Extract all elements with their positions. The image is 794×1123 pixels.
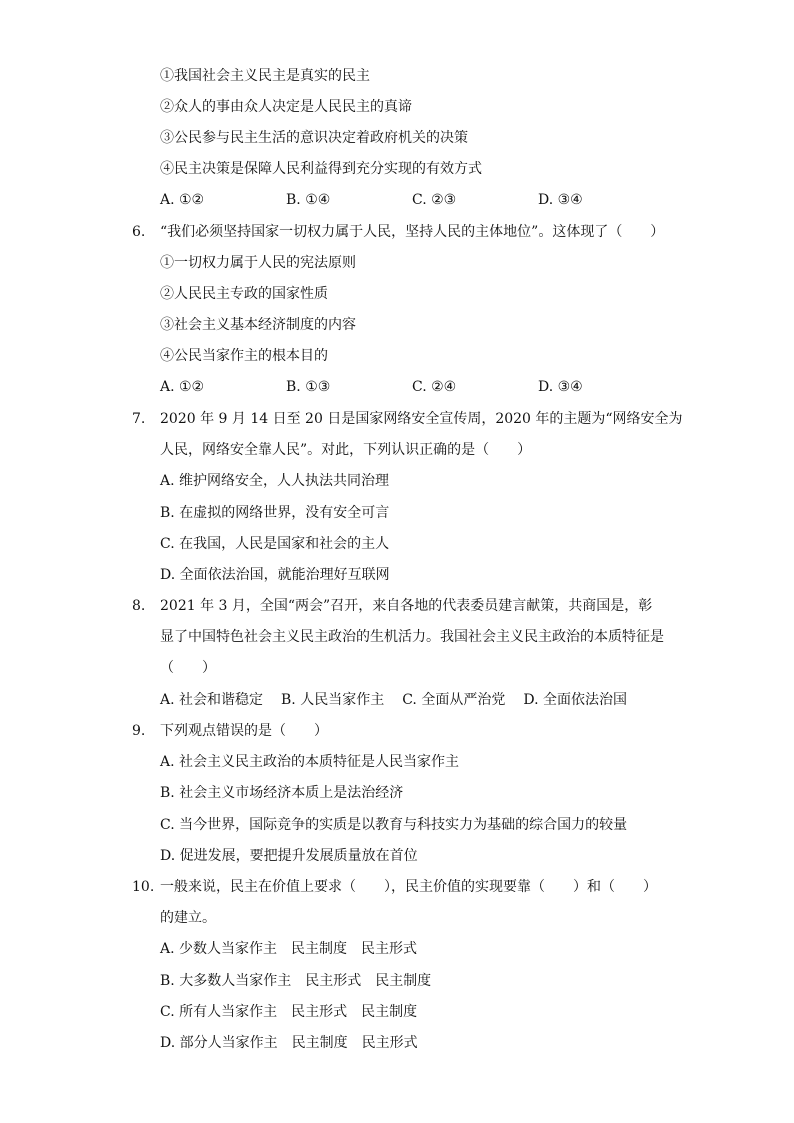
q6-number: 6. — [132, 224, 146, 240]
q5-option-b: B. ①④ — [286, 192, 331, 208]
q6-option-b: B. ①③ — [286, 379, 331, 395]
q9-stem: 下列观点错误的是（ ） — [160, 723, 328, 739]
q7-option-b: B. 在虚拟的网络世界，没有安全可言 — [160, 505, 390, 521]
q5-statement-4: ④民主决策是保障人民利益得到充分实现的有效方式 — [160, 161, 482, 177]
q5-option-c: C. ②③ — [412, 192, 457, 208]
q8-option-d: D. 全面依法治国 — [523, 692, 627, 708]
q7-stem-line-2: 人民，网络安全靠人民”。对此，下列认识正确的是（ ） — [160, 442, 532, 458]
q6-statement-2: ②人民民主专政的国家性质 — [160, 286, 328, 302]
q8-option-b: B. 人民当家作主 — [281, 692, 385, 708]
q8-stem-line-3: （ ） — [160, 660, 216, 676]
q9-option-a: A. 社会主义民主政治的本质特征是人民当家作主 — [160, 754, 460, 770]
q5-statement-2: ②众人的事由众人决定是人民民主的真谛 — [160, 99, 412, 115]
q8-option-c: C. 全面从严治党 — [402, 692, 506, 708]
q6-statement-3: ③社会主义基本经济制度的内容 — [160, 317, 356, 333]
q10-option-b: B. 大多数人当家作主 民主形式 民主制度 — [160, 973, 432, 989]
q5-statement-1: ①我国社会主义民主是真实的民主 — [160, 68, 370, 84]
q6-options — [160, 377, 680, 397]
q10-stem-line-2: 的建立。 — [160, 910, 216, 926]
q7-number: 7. — [132, 411, 146, 427]
q10-stem-line-1: 一般来说，民主在价值上要求（ ），民主价值的实现要靠（ ）和（ ） — [160, 879, 657, 895]
q10-option-c: C. 所有人当家作主 民主形式 民主制度 — [160, 1004, 418, 1020]
q9-option-c: C. 当今世界，国际竞争的实质是以教育与科技实力为基础的综合国力的较量 — [160, 817, 628, 833]
q7-option-c: C. 在我国，人民是国家和社会的主人 — [160, 536, 390, 552]
q7-stem-line-1: 2020 年 9 月 14 日至 20 日是国家网络安全宣传周，2020 年的主题为“网络安全为 — [160, 411, 683, 427]
q8-stem-line-2: 显了中国特色社会主义民主政治的生机活力。我国社会主义民主政治的本质特征是 — [160, 629, 664, 645]
q10-option-d: D. 部分人当家作主 民主制度 民主形式 — [160, 1035, 418, 1051]
q5-statement-3: ③公民参与民主生活的意识决定着政府机关的决策 — [160, 130, 468, 146]
q5-option-a: A. ①② — [160, 192, 205, 208]
q6-stem: “我们必须坚持国家一切权力属于人民，坚持人民的主体地位”。这体现了（ ） — [160, 224, 665, 240]
q9-number: 9. — [132, 723, 146, 739]
q6-statement-4: ④公民当家作主的根本目的 — [160, 348, 328, 364]
q7-option-a: A. 维护网络安全，人人执法共同治理 — [160, 473, 390, 489]
q7-option-d: D. 全面依法治国，就能治理好互联网 — [160, 567, 390, 583]
q10-number: 10. — [132, 879, 155, 895]
q6-option-c: C. ②④ — [412, 379, 457, 395]
q10-option-a: A. 少数人当家作主 民主制度 民主形式 — [160, 941, 418, 957]
q8-number: 8. — [132, 598, 146, 614]
q8-stem-line-1: 2021 年 3 月，全国“两会”召开，来自各地的代表委员建言献策，共商国是，彰 — [160, 598, 653, 614]
q6-option-d: D. ③④ — [538, 379, 583, 395]
q5-option-d: D. ③④ — [538, 192, 583, 208]
q8-options — [160, 690, 680, 710]
q9-option-b: B. 社会主义市场经济本质上是法治经济 — [160, 785, 404, 801]
q6-option-a: A. ①② — [160, 379, 205, 395]
q9-option-d: D. 促进发展，要把提升发展质量放在首位 — [160, 848, 418, 864]
q5-options — [160, 190, 680, 210]
q6-statement-1: ①一切权力属于人民的宪法原则 — [160, 255, 356, 271]
q8-option-a: A. 社会和谐稳定 — [160, 692, 264, 708]
